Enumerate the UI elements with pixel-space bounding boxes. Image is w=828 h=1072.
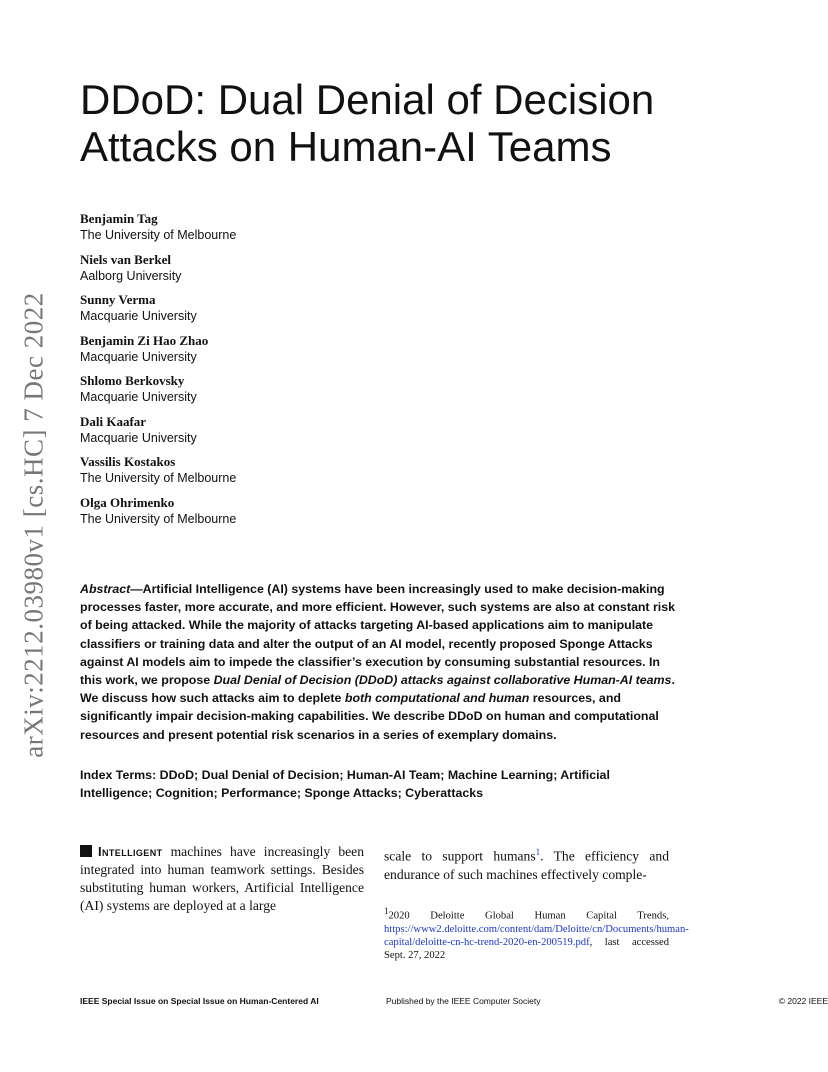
- body-text: machines have increasingly been integrated into human teamwork settings. Besides substituting human workers, Artificial Intelligence (AI) systems are deployed at a large: [80, 844, 364, 913]
- author-affiliation: Macquarie University: [80, 430, 197, 445]
- author-affiliation: The University of Melbourne: [80, 228, 237, 242]
- abstract-text: —Artificial Intelligence (AI) systems have been increasingly used to make decision-making processes faster, more accurate, and more efficient. However, such systems are also at constant risk of being attacked. While the majority of attacks targeting AI-based applications aim to manipulate classifiers or training data and alter the output of an AI model, recently proposed Sponge Attacks against AI models aim to impede the classifier’s execution by consuming substantial resources. In this work, we propose: [80, 582, 676, 688]
- abstract-emphasis: both computational and human: [344, 691, 530, 706]
- author-affiliation: The University of Melbourne: [80, 471, 237, 485]
- arxiv-stamp-text: arXiv:2212.03980v1 [cs.HC] 7 Dec 2022: [18, 292, 49, 758]
- author-entry: [80, 495, 480, 536]
- author-name: Dali Kaafar: [80, 413, 147, 429]
- paper-title: [80, 76, 760, 170]
- footer-copyright: © 2022 IEEE: [778, 996, 828, 1006]
- lead-word: Intelligent: [98, 844, 163, 859]
- author-entry: [80, 333, 480, 374]
- abstract-emphasis: Dual Denial of Decision (DDoD) attacks against collaborative Human-AI teams: [213, 673, 672, 688]
- abstract: [80, 580, 680, 744]
- author-affiliation: Aalborg University: [80, 268, 182, 283]
- body-column-right: [384, 843, 669, 884]
- author-entry: [80, 373, 480, 414]
- footnote-link[interactable]: https://www2.deloitte.com/content/dam/Deloitte/cn/Documents/human-capital/deloitte-cn-hc-trend-2020-en-200519.pdf: [384, 923, 689, 948]
- author-affiliation: The University of Melbourne: [80, 511, 237, 526]
- abstract-text: resources, and significantly impair decision-making capabilities. We describe DDoD on human and computational resources and present potential risk scenarios in a series of exemplary domains.: [80, 691, 659, 742]
- section-marker-icon: [80, 845, 92, 857]
- abstract-text: . We discuss how such attacks aim to deplete: [80, 673, 675, 706]
- footnote-text: 2020 Deloitte Global Human Capital Trends,: [388, 910, 669, 922]
- author-affiliation: Macquarie University: [80, 309, 197, 323]
- author-name: Niels van Berkel: [80, 251, 171, 267]
- author-name: Olga Ohrimenko: [80, 494, 175, 510]
- footer-publisher: Published by the IEEE Computer Society: [386, 996, 541, 1006]
- footer-journal: IEEE Special Issue on Special Issue on Human-Centered AI: [80, 996, 319, 1006]
- author-name: Sunny Verma: [80, 292, 156, 307]
- author-entry: [80, 252, 480, 293]
- body-text: scale to support humans: [384, 848, 536, 864]
- author-name: Benjamin Tag: [80, 211, 158, 226]
- title-line-1: DDoD: Dual Denial of Decision: [80, 76, 655, 123]
- author-entry: [80, 211, 480, 252]
- author-name: Shlomo Berkovsky: [80, 373, 185, 388]
- index-terms: Index Terms: DDoD; Dual Denial of Decision; Human-AI Team; Machine Learning; Artificial Intelligence; Cognition; Performance; Sponge Attacks; Cyberattacks: [80, 768, 610, 801]
- author-entry: [80, 414, 480, 455]
- author-name: Benjamin Zi Hao Zhao: [80, 332, 209, 348]
- footnote-suffix: , last accessed Sept. 27, 2022: [384, 936, 669, 961]
- author-affiliation: Macquarie University: [80, 349, 197, 364]
- author-list: [80, 211, 480, 535]
- arxiv-stamp: [14, 290, 54, 760]
- author-affiliation: Macquarie University: [80, 390, 197, 404]
- abstract-label: Abstract: [80, 582, 131, 596]
- author-entry: [80, 292, 480, 333]
- body-column-left: [80, 843, 364, 915]
- author-name: Vassilis Kostakos: [80, 454, 176, 469]
- title-line-2: Attacks on Human-AI Teams: [80, 123, 612, 170]
- author-entry: [80, 454, 480, 495]
- footnote-reference[interactable]: 1: [535, 847, 541, 857]
- body-text: . The efficiency and endurance of such machines effectively comple-: [384, 848, 669, 882]
- footnote: [384, 905, 689, 962]
- footnote-mark: 1: [384, 906, 389, 916]
